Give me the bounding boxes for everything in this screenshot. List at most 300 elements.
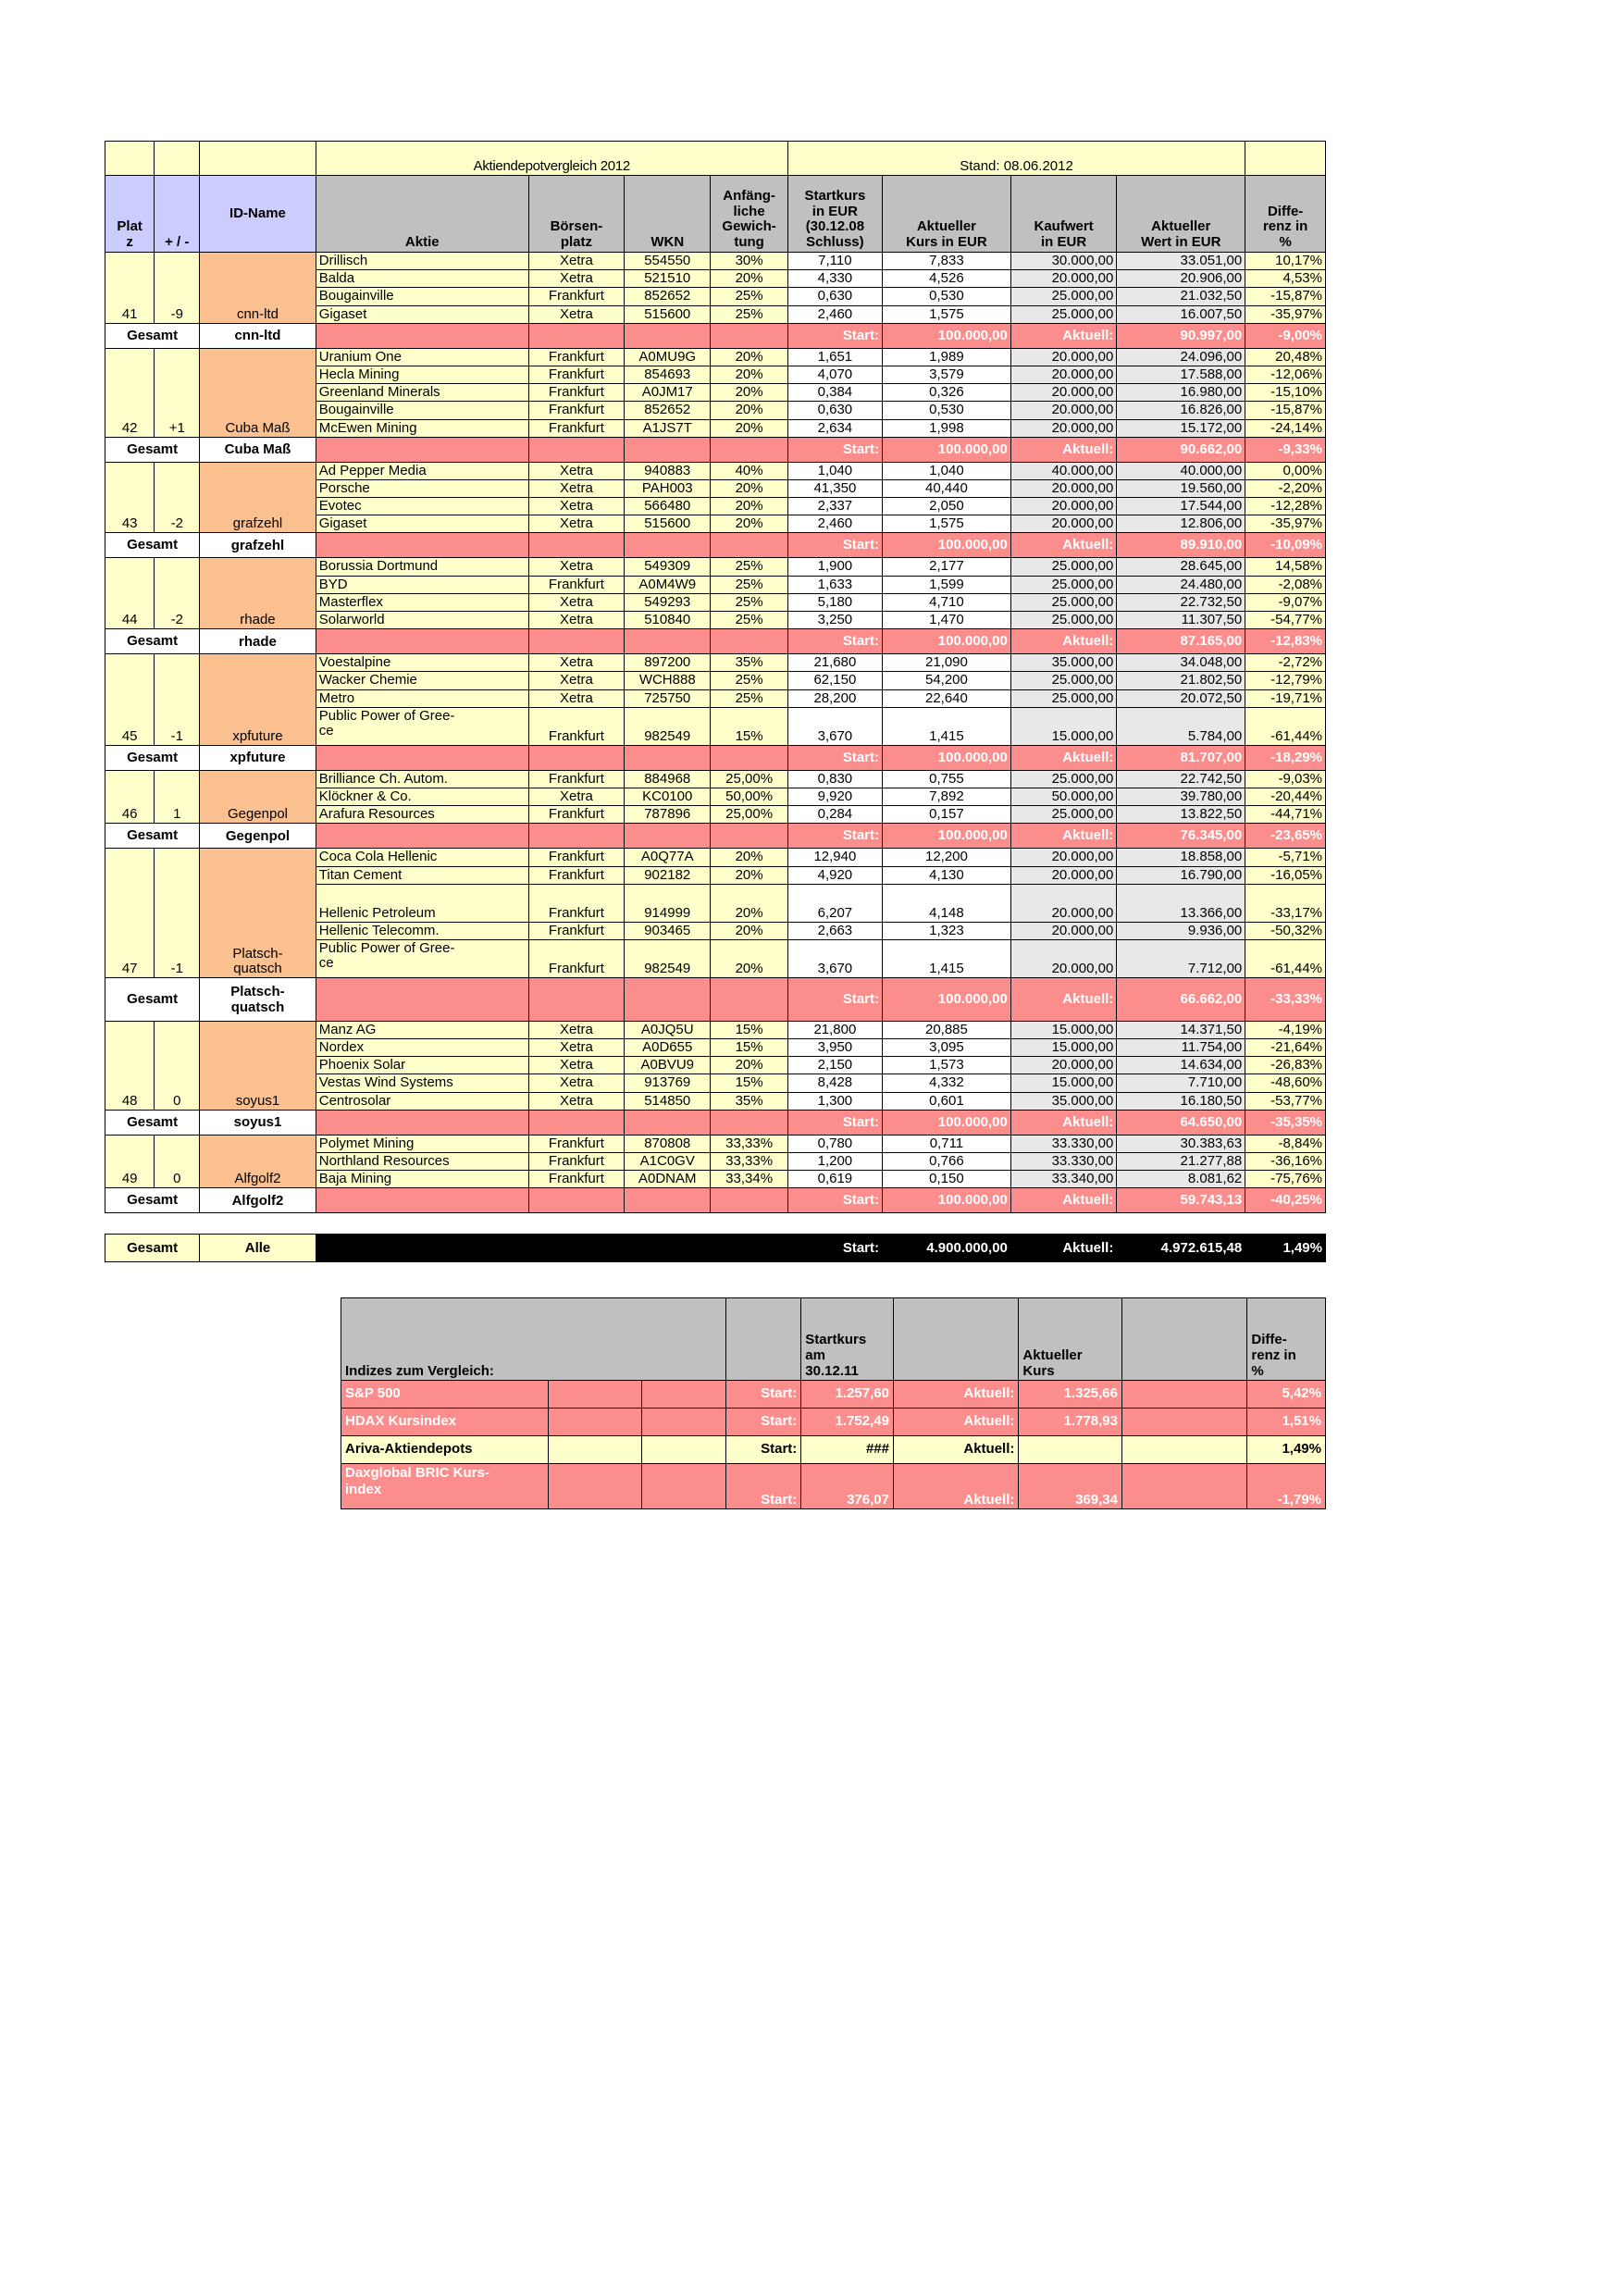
header-wkn: WKN <box>625 176 711 253</box>
cell-startkurs: 6,207 <box>787 884 882 922</box>
cell-aktueller-wert: 39.780,00 <box>1117 788 1245 805</box>
total-blank-aktie <box>316 824 528 849</box>
cell-aktueller-kurs: 21,090 <box>883 654 1011 672</box>
cell-differenz: -5,71% <box>1245 849 1326 866</box>
depot-total-row <box>105 533 1326 558</box>
cell-wkn: 566480 <box>625 498 711 515</box>
cell-aktueller-kurs: 0,150 <box>883 1171 1011 1188</box>
grand-total-start-value: 4.900.000,00 <box>883 1235 1011 1262</box>
cell-aktueller-kurs: 4,526 <box>883 270 1011 288</box>
total-start-value: 100.000,00 <box>883 977 1011 1021</box>
depot-change: 0 <box>155 1135 200 1188</box>
cell-kaufwert: 20.000,00 <box>1010 1057 1116 1074</box>
cell-gewichtung: 15% <box>711 707 787 745</box>
depot-platz: 42 <box>105 348 155 437</box>
cell-boersenplatz: Frankfurt <box>528 939 624 977</box>
cell-boersenplatz: Frankfurt <box>528 576 624 593</box>
total-blank-wkn <box>625 629 711 654</box>
cell-wkn: 884968 <box>625 770 711 788</box>
cell-aktie: Uranium One <box>316 348 528 366</box>
cell-aktueller-kurs: 1,323 <box>883 922 1011 939</box>
cell-startkurs: 7,110 <box>787 253 882 270</box>
cell-aktie: Bougainville <box>316 402 528 419</box>
cell-aktueller-wert: 5.784,00 <box>1117 707 1245 745</box>
total-start-label: Start: <box>787 824 882 849</box>
total-aktuell-value: 87.165,00 <box>1117 629 1245 654</box>
total-aktuell-value: 89.910,00 <box>1117 533 1245 558</box>
index-start-label: Start: <box>726 1381 801 1409</box>
cell-wkn: 914999 <box>625 884 711 922</box>
cell-aktueller-kurs: 1,470 <box>883 612 1011 629</box>
cell-aktueller-wert: 7.710,00 <box>1117 1074 1245 1092</box>
cell-aktueller-kurs: 4,710 <box>883 593 1011 611</box>
index-blank-1 <box>549 1381 642 1409</box>
cell-wkn: 902182 <box>625 866 711 884</box>
depot-platz: 41 <box>105 253 155 324</box>
cell-differenz: -12,06% <box>1245 366 1326 383</box>
cell-boersenplatz: Xetra <box>528 1021 624 1038</box>
cell-differenz: -2,20% <box>1245 479 1326 497</box>
title-row <box>105 142 1326 176</box>
total-blank-aktie <box>316 323 528 348</box>
cell-aktueller-kurs: 1,989 <box>883 348 1011 366</box>
cell-wkn: 897200 <box>625 654 711 672</box>
depot-id-name: cnn-ltd <box>200 253 316 324</box>
cell-aktie: Masterflex <box>316 593 528 611</box>
cell-differenz: 0,00% <box>1245 462 1326 479</box>
cell-gewichtung: 15% <box>711 1021 787 1038</box>
total-blank-boerse <box>528 437 624 462</box>
total-differenz: -35,35% <box>1245 1110 1326 1135</box>
cell-kaufwert: 50.000,00 <box>1010 788 1116 805</box>
cell-boersenplatz: Xetra <box>528 498 624 515</box>
cell-differenz: -16,05% <box>1245 866 1326 884</box>
cell-aktie: Balda <box>316 270 528 288</box>
cell-aktueller-wert: 20.906,00 <box>1117 270 1245 288</box>
grand-total-spacer <box>316 1235 787 1262</box>
cell-boersenplatz: Xetra <box>528 1074 624 1092</box>
cell-differenz: -35,97% <box>1245 305 1326 323</box>
cell-gewichtung: 20% <box>711 402 787 419</box>
cell-differenz: 20,48% <box>1245 348 1326 366</box>
cell-aktie: McEwen Mining <box>316 419 528 437</box>
cell-aktueller-wert: 8.081,62 <box>1117 1171 1245 1188</box>
header-plusminus: + / - <box>155 176 200 253</box>
cell-gewichtung: 20% <box>711 1057 787 1074</box>
cell-boersenplatz: Xetra <box>528 515 624 533</box>
cell-aktueller-wert: 17.544,00 <box>1117 498 1245 515</box>
indizes-table <box>341 1297 1326 1509</box>
cell-aktueller-wert: 19.560,00 <box>1117 479 1245 497</box>
header-aktueller-wert: Aktueller Wert in EUR <box>1117 176 1245 253</box>
cell-startkurs: 5,180 <box>787 593 882 611</box>
cell-gewichtung: 20% <box>711 922 787 939</box>
cell-aktie: Gigaset <box>316 515 528 533</box>
table-row <box>105 1021 1326 1038</box>
cell-wkn: 852652 <box>625 402 711 419</box>
cell-aktueller-wert: 33.051,00 <box>1117 253 1245 270</box>
total-depot-name: Platsch- quatsch <box>200 977 316 1021</box>
cell-wkn: A0MU9G <box>625 348 711 366</box>
total-depot-name: grafzehl <box>200 533 316 558</box>
cell-startkurs: 3,950 <box>787 1039 882 1057</box>
cell-aktueller-wert: 16.826,00 <box>1117 402 1245 419</box>
total-blank-boerse <box>528 977 624 1021</box>
cell-differenz: -61,44% <box>1245 939 1326 977</box>
total-start-value: 100.000,00 <box>883 629 1011 654</box>
cell-startkurs: 0,630 <box>787 288 882 305</box>
index-name: Daxglobal BRIC Kurs- index <box>341 1464 549 1509</box>
total-label: Gesamt <box>105 629 200 654</box>
cell-gewichtung: 33,33% <box>711 1153 787 1171</box>
total-blank-wkn <box>625 1188 711 1213</box>
cell-startkurs: 28,200 <box>787 689 882 707</box>
total-aktuell-value: 66.662,00 <box>1117 977 1245 1021</box>
cell-startkurs: 21,800 <box>787 1021 882 1038</box>
depot-total-row <box>105 977 1326 1021</box>
cell-gewichtung: 20% <box>711 866 787 884</box>
cell-kaufwert: 25.000,00 <box>1010 593 1116 611</box>
cell-boersenplatz: Frankfurt <box>528 1171 624 1188</box>
cell-aktueller-wert: 28.645,00 <box>1117 558 1245 576</box>
total-blank-boerse <box>528 745 624 770</box>
index-start-value: 1.752,49 <box>801 1409 894 1436</box>
cell-boersenplatz: Xetra <box>528 788 624 805</box>
depot-id-name: Gegenpol <box>200 770 316 824</box>
cell-aktie: Voestalpine <box>316 654 528 672</box>
cell-differenz: -54,77% <box>1245 612 1326 629</box>
total-blank-gew <box>711 824 787 849</box>
cell-wkn: A0JQ5U <box>625 1021 711 1038</box>
cell-boersenplatz: Frankfurt <box>528 922 624 939</box>
cell-kaufwert: 20.000,00 <box>1010 866 1116 884</box>
cell-boersenplatz: Frankfurt <box>528 366 624 383</box>
cell-aktueller-kurs: 1,040 <box>883 462 1011 479</box>
cell-aktueller-kurs: 4,130 <box>883 866 1011 884</box>
cell-kaufwert: 15.000,00 <box>1010 707 1116 745</box>
cell-boersenplatz: Xetra <box>528 558 624 576</box>
index-aktuell-value: 369,34 <box>1019 1464 1122 1509</box>
cell-aktueller-kurs: 12,200 <box>883 849 1011 866</box>
cell-aktueller-wert: 7.712,00 <box>1117 939 1245 977</box>
header-startkurs: Startkurs in EUR (30.12.08 Schluss) <box>787 176 882 253</box>
cell-aktie: Public Power of Gree- ce <box>316 939 528 977</box>
cell-differenz: -12,79% <box>1245 672 1326 689</box>
total-aktuell-label: Aktuell: <box>1010 629 1116 654</box>
cell-aktueller-kurs: 22,640 <box>883 689 1011 707</box>
total-blank-aktie <box>316 629 528 654</box>
cell-kaufwert: 15.000,00 <box>1010 1039 1116 1057</box>
total-depot-name: Alfgolf2 <box>200 1188 316 1213</box>
index-aktuell-label: Aktuell: <box>893 1436 1018 1464</box>
index-aktuell-label: Aktuell: <box>893 1464 1018 1509</box>
depot-total-row <box>105 1188 1326 1213</box>
total-blank-boerse <box>528 824 624 849</box>
cell-aktie: Gigaset <box>316 305 528 323</box>
index-blank-3 <box>1121 1464 1246 1509</box>
total-blank-gew <box>711 533 787 558</box>
cell-wkn: 982549 <box>625 939 711 977</box>
cell-aktie: Phoenix Solar <box>316 1057 528 1074</box>
cell-differenz: -20,44% <box>1245 788 1326 805</box>
grand-total-name: Alle <box>200 1235 316 1262</box>
total-blank-gew <box>711 977 787 1021</box>
cell-aktueller-kurs: 1,573 <box>883 1057 1011 1074</box>
index-blank-2 <box>642 1409 726 1436</box>
cell-wkn: 514850 <box>625 1092 711 1110</box>
depot-total-row <box>105 437 1326 462</box>
total-differenz: -9,00% <box>1245 323 1326 348</box>
cell-boersenplatz: Xetra <box>528 1057 624 1074</box>
cell-startkurs: 3,670 <box>787 707 882 745</box>
total-aktuell-label: Aktuell: <box>1010 824 1116 849</box>
total-label: Gesamt <box>105 533 200 558</box>
cell-startkurs: 8,428 <box>787 1074 882 1092</box>
cell-aktie: Centrosolar <box>316 1092 528 1110</box>
depot-platz: 48 <box>105 1021 155 1110</box>
total-aktuell-value: 76.345,00 <box>1117 824 1245 849</box>
header-gewichtung: Anfäng- liche Gewich- tung <box>711 176 787 253</box>
total-label: Gesamt <box>105 437 200 462</box>
total-aktuell-label: Aktuell: <box>1010 323 1116 348</box>
depot-platz: 46 <box>105 770 155 824</box>
total-start-value: 100.000,00 <box>883 1188 1011 1213</box>
cell-aktueller-wert: 14.371,50 <box>1117 1021 1245 1038</box>
total-start-label: Start: <box>787 1188 882 1213</box>
total-blank-gew <box>711 629 787 654</box>
depot-total-row <box>105 323 1326 348</box>
cell-startkurs: 2,634 <box>787 419 882 437</box>
cell-wkn: 913769 <box>625 1074 711 1092</box>
total-label: Gesamt <box>105 977 200 1021</box>
cell-kaufwert: 20.000,00 <box>1010 922 1116 939</box>
total-blank-wkn <box>625 533 711 558</box>
cell-startkurs: 4,920 <box>787 866 882 884</box>
stand-date: Stand: 08.06.2012 <box>787 142 1245 176</box>
indizes-header-blank-1 <box>726 1298 801 1381</box>
cell-aktie: Bougainville <box>316 288 528 305</box>
total-start-label: Start: <box>787 745 882 770</box>
index-differenz: 5,42% <box>1247 1381 1326 1409</box>
cell-kaufwert: 30.000,00 <box>1010 253 1116 270</box>
cell-aktie: Polymet Mining <box>316 1135 528 1152</box>
cell-boersenplatz: Frankfurt <box>528 849 624 866</box>
total-aktuell-value: 64.650,00 <box>1117 1110 1245 1135</box>
total-blank-gew <box>711 745 787 770</box>
total-start-value: 100.000,00 <box>883 437 1011 462</box>
cell-wkn: PAH003 <box>625 479 711 497</box>
cell-boersenplatz: Xetra <box>528 593 624 611</box>
depot-id-name: xpfuture <box>200 654 316 746</box>
indizes-row <box>341 1436 1326 1464</box>
cell-aktie: Titan Cement <box>316 866 528 884</box>
cell-differenz: -12,28% <box>1245 498 1326 515</box>
grand-total-aktuell-value: 4.972.615,48 <box>1117 1235 1245 1262</box>
cell-gewichtung: 25% <box>711 612 787 629</box>
cell-aktueller-kurs: 4,148 <box>883 884 1011 922</box>
total-blank-aktie <box>316 1188 528 1213</box>
index-start-value: 1.257,60 <box>801 1381 894 1409</box>
cell-aktueller-kurs: 0,157 <box>883 806 1011 824</box>
depot-change: -9 <box>155 253 200 324</box>
cell-wkn: 787896 <box>625 806 711 824</box>
cell-boersenplatz: Frankfurt <box>528 348 624 366</box>
header-id-name: ID-Name <box>200 176 316 253</box>
depot-id-name: Platsch- quatsch <box>200 849 316 978</box>
cell-aktueller-wert: 34.048,00 <box>1117 654 1245 672</box>
cell-startkurs: 0,830 <box>787 770 882 788</box>
header-boersenplatz: Börsen- platz <box>528 176 624 253</box>
cell-differenz: -9,07% <box>1245 593 1326 611</box>
index-start-label: Start: <box>726 1464 801 1509</box>
cell-aktueller-wert: 15.172,00 <box>1117 419 1245 437</box>
cell-aktueller-wert: 16.790,00 <box>1117 866 1245 884</box>
cell-aktie: Drillisch <box>316 253 528 270</box>
cell-aktueller-kurs: 0,755 <box>883 770 1011 788</box>
indizes-header-aktueller-kurs: Aktueller Kurs <box>1019 1298 1122 1381</box>
portfolio-table <box>105 141 1326 1213</box>
total-blank-boerse <box>528 323 624 348</box>
cell-boersenplatz: Xetra <box>528 253 624 270</box>
cell-startkurs: 1,633 <box>787 576 882 593</box>
total-blank-wkn <box>625 437 711 462</box>
cell-kaufwert: 15.000,00 <box>1010 1074 1116 1092</box>
index-start-value: 376,07 <box>801 1464 894 1509</box>
total-differenz: -12,83% <box>1245 629 1326 654</box>
cell-aktueller-kurs: 20,885 <box>883 1021 1011 1038</box>
index-blank-1 <box>549 1409 642 1436</box>
cell-boersenplatz: Frankfurt <box>528 1135 624 1152</box>
cell-wkn: 521510 <box>625 270 711 288</box>
cell-aktie: Hecla Mining <box>316 366 528 383</box>
cell-aktueller-wert: 16.980,00 <box>1117 384 1245 402</box>
total-differenz: -33,33% <box>1245 977 1326 1021</box>
total-depot-name: Cuba Maß <box>200 437 316 462</box>
cell-boersenplatz: Xetra <box>528 672 624 689</box>
cell-kaufwert: 25.000,00 <box>1010 558 1116 576</box>
total-blank-boerse <box>528 1188 624 1213</box>
indizes-header-row <box>341 1298 1326 1381</box>
total-start-label: Start: <box>787 533 882 558</box>
cell-differenz: -53,77% <box>1245 1092 1326 1110</box>
total-start-label: Start: <box>787 323 882 348</box>
indizes-row <box>341 1381 1326 1409</box>
cell-boersenplatz: Frankfurt <box>528 770 624 788</box>
cell-aktueller-wert: 21.802,50 <box>1117 672 1245 689</box>
index-name: HDAX Kursindex <box>341 1409 549 1436</box>
index-aktuell-label: Aktuell: <box>893 1381 1018 1409</box>
cell-wkn: A1JS7T <box>625 419 711 437</box>
total-blank-boerse <box>528 1110 624 1135</box>
total-start-value: 100.000,00 <box>883 533 1011 558</box>
depot-change: 1 <box>155 770 200 824</box>
cell-gewichtung: 25% <box>711 305 787 323</box>
cell-aktie: Hellenic Telecomm. <box>316 922 528 939</box>
cell-differenz: 14,58% <box>1245 558 1326 576</box>
cell-kaufwert: 20.000,00 <box>1010 849 1116 866</box>
table-row <box>105 462 1326 479</box>
cell-differenz: -9,03% <box>1245 770 1326 788</box>
total-blank-wkn <box>625 323 711 348</box>
cell-kaufwert: 20.000,00 <box>1010 384 1116 402</box>
cell-wkn: 852652 <box>625 288 711 305</box>
header-platz: Plat z <box>105 176 155 253</box>
cell-aktie: Vestas Wind Systems <box>316 1074 528 1092</box>
index-differenz: 1,51% <box>1247 1409 1326 1436</box>
cell-boersenplatz: Xetra <box>528 654 624 672</box>
depot-change: -1 <box>155 849 200 978</box>
total-blank-aktie <box>316 437 528 462</box>
cell-boersenplatz: Frankfurt <box>528 707 624 745</box>
depot-id-name: soyus1 <box>200 1021 316 1110</box>
indizes-wrapper <box>341 1297 1326 1509</box>
depot-change: -2 <box>155 558 200 629</box>
index-start-value: ### <box>801 1436 894 1464</box>
total-blank-wkn <box>625 977 711 1021</box>
depot-change: 0 <box>155 1021 200 1110</box>
cell-gewichtung: 20% <box>711 884 787 922</box>
cell-aktueller-wert: 24.480,00 <box>1117 576 1245 593</box>
column-header-row <box>105 176 1326 253</box>
cell-startkurs: 3,670 <box>787 939 882 977</box>
cell-boersenplatz: Xetra <box>528 689 624 707</box>
total-start-label: Start: <box>787 629 882 654</box>
cell-boersenplatz: Xetra <box>528 612 624 629</box>
depot-change: +1 <box>155 348 200 437</box>
depot-platz: 47 <box>105 849 155 978</box>
cell-differenz: -33,17% <box>1245 884 1326 922</box>
cell-aktueller-kurs: 1,575 <box>883 305 1011 323</box>
cell-aktueller-kurs: 54,200 <box>883 672 1011 689</box>
depot-total-row <box>105 1110 1326 1135</box>
cell-gewichtung: 20% <box>711 348 787 366</box>
cell-gewichtung: 35% <box>711 1092 787 1110</box>
cell-kaufwert: 40.000,00 <box>1010 462 1116 479</box>
total-label: Gesamt <box>105 1188 200 1213</box>
cell-startkurs: 4,330 <box>787 270 882 288</box>
depot-total-row <box>105 745 1326 770</box>
cell-kaufwert: 20.000,00 <box>1010 515 1116 533</box>
total-aktuell-value: 90.662,00 <box>1117 437 1245 462</box>
cell-aktueller-kurs: 2,050 <box>883 498 1011 515</box>
cell-startkurs: 0,630 <box>787 402 882 419</box>
cell-startkurs: 12,940 <box>787 849 882 866</box>
total-differenz: -18,29% <box>1245 745 1326 770</box>
total-start-label: Start: <box>787 437 882 462</box>
cell-boersenplatz: Frankfurt <box>528 866 624 884</box>
cell-differenz: 10,17% <box>1245 253 1326 270</box>
cell-gewichtung: 20% <box>711 419 787 437</box>
cell-aktueller-wert: 14.634,00 <box>1117 1057 1245 1074</box>
grand-total-row <box>105 1235 1326 1262</box>
cell-wkn: A0BVU9 <box>625 1057 711 1074</box>
header-kaufwert: Kaufwert in EUR <box>1010 176 1116 253</box>
cell-aktueller-wert: 24.096,00 <box>1117 348 1245 366</box>
cell-wkn: 510840 <box>625 612 711 629</box>
cell-aktueller-kurs: 0,711 <box>883 1135 1011 1152</box>
table-row <box>105 770 1326 788</box>
cell-boersenplatz: Frankfurt <box>528 402 624 419</box>
cell-differenz: -21,64% <box>1245 1039 1326 1057</box>
cell-aktueller-kurs: 3,579 <box>883 366 1011 383</box>
cell-wkn: 549293 <box>625 593 711 611</box>
depot-platz: 49 <box>105 1135 155 1188</box>
cell-aktueller-wert: 12.806,00 <box>1117 515 1245 533</box>
cell-aktie: Baja Mining <box>316 1171 528 1188</box>
cell-aktueller-kurs: 4,332 <box>883 1074 1011 1092</box>
cell-boersenplatz: Xetra <box>528 270 624 288</box>
index-blank-1 <box>549 1464 642 1509</box>
